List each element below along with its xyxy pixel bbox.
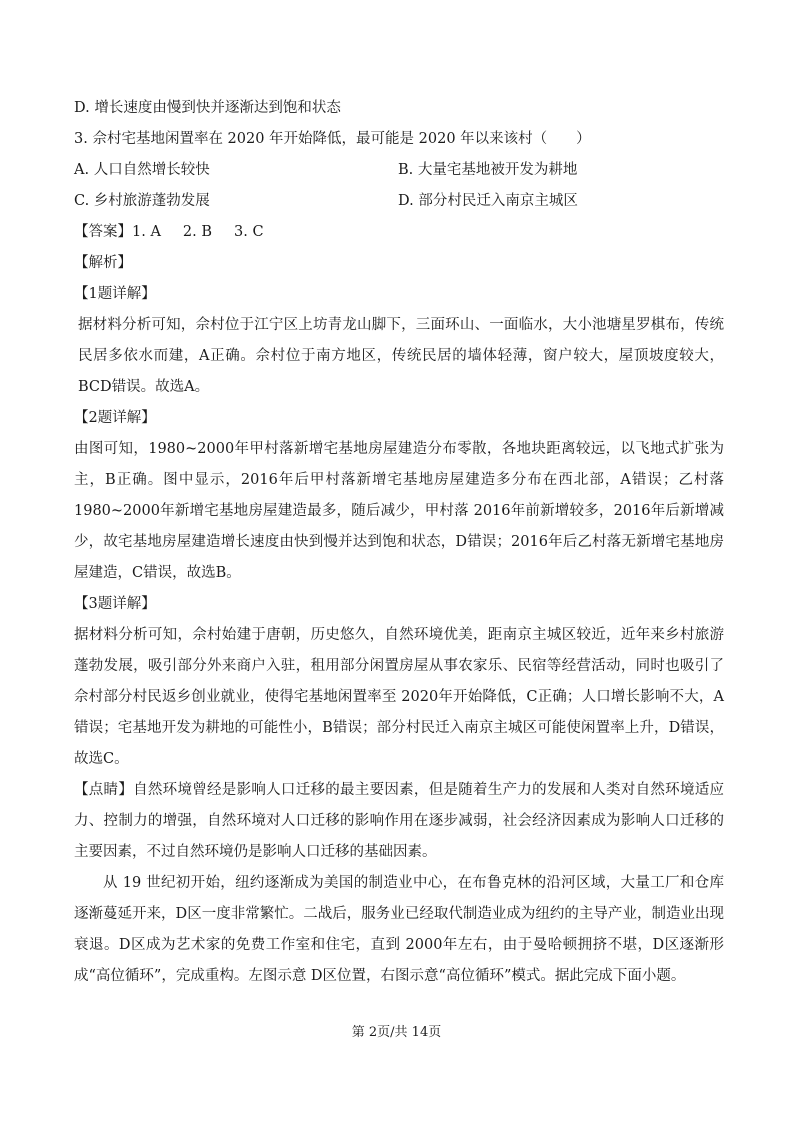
q3-option-d: D. 部分村民迁入南京主城区 <box>398 193 578 209</box>
pointer-label: 【点睛】 <box>74 782 134 798</box>
q2-option-d: D. 增长速度由慢到快并逐渐达到饱和状态 <box>74 100 341 116</box>
answer-item: 1. A <box>132 224 161 240</box>
q3-stem: 3. 佘村宅基地闲置率在 2020 年开始降低，最可能是 2020 年以来该村（ ） <box>74 131 591 147</box>
detail3-label: 【3题详解】 <box>74 596 156 612</box>
q3-option-b: B. 大量宅基地被开发为耕地 <box>398 162 578 178</box>
detail3-text: 据材料分析可知，佘村始建于唐朝，历史悠久，自然环境优美，距南京主城区较近，近年来乡村旅游蓬勃发展，吸引部分外来商户入驻，租用部分闲置房屋从事农家乐、民宿等经营活动，同时也吸引了佘村部分村民返乡创业就业，使得宅基地闲置率至 2020年开始降低，C正确；人口增长影响不大，A错误；宅基地开发为耕地的可能性小，B错误；部分村民迁入南京主城区可能使闲置率上升，D错误，故选C。 <box>74 627 724 767</box>
pointer-paragraph <box>74 775 724 868</box>
detail1-label: 【1题详解】 <box>74 286 156 302</box>
pointer-text: 自然环境曾经是影响人口迁移的最主要因素，但是随着生产力的发展和人类对自然环境适应力、控制力的增强，自然环境对人口迁移的影响作用在逐步减弱，社会经济因素成为影响人口迁移的主要因素，不过自然环境仍是影响人口迁移的基础因素。 <box>74 782 725 860</box>
answer-label: 【答案】 <box>74 224 132 240</box>
detail2-text: 由图可知，1980~2000年甲村落新增宅基地房屋建造分布零散，各地块距离较远，以飞地式扩张为主，B正确。图中显示，2016年后甲村落新增宅基地房屋建造多分布在西北部，A错误；乙村落 1980~2000年新增宅基地房屋建造最多，随后减少，甲村落 2016年前新增较多，2016年后新增减少，故宅基地房屋建造增长速度由快到慢并达到饱和状态，D错误；2016年后乙村落无新增宅基地房屋建造，C错误，故选B。 <box>74 441 724 581</box>
q3-option-c: C. 乡村旅游蓬勃发展 <box>74 193 210 209</box>
q3-options-row-1 <box>74 155 724 186</box>
answer-item: 2. B <box>182 224 213 240</box>
answer-line <box>74 217 724 248</box>
document-body <box>74 93 724 992</box>
detail1-text: 据材料分析可知，佘村位于江宁区上坊青龙山脚下，三面环山、一面临水，大小池塘星罗棋布，传统民居多依水而建，A正确。佘村位于南方地区，传统民居的墙体轻薄，窗户较大，屋顶坡度较大，BCD错误。故选A。 <box>78 317 724 395</box>
material-paragraph: 从 19 世纪初开始，纽约逐渐成为美国的制造业中心，在布鲁克林的沿河区域，大量工厂和仓库逐渐蔓延开来，D区一度非常繁忙。二战后，服务业已经取代制造业成为纽约的主导产业，制造业出现衰退。D区成为艺术家的免费工作室和住宅，直到 2000年左右，由于曼哈顿拥挤不堪，D区逐渐形成“高位循环”，完成重构。左图示意 D区位置，右图示意“高位循环”模式。据此完成下面小题。 <box>74 875 724 984</box>
analysis-label: 【解析】 <box>74 255 132 271</box>
answer-item: 3. C <box>234 224 264 240</box>
detail2-label: 【2题详解】 <box>74 410 156 426</box>
q3-options-row-2 <box>74 186 724 217</box>
q3-option-a: A. 人口自然增长较快 <box>74 162 210 178</box>
page-footer: 第 2页/共 14页 <box>351 1025 442 1040</box>
